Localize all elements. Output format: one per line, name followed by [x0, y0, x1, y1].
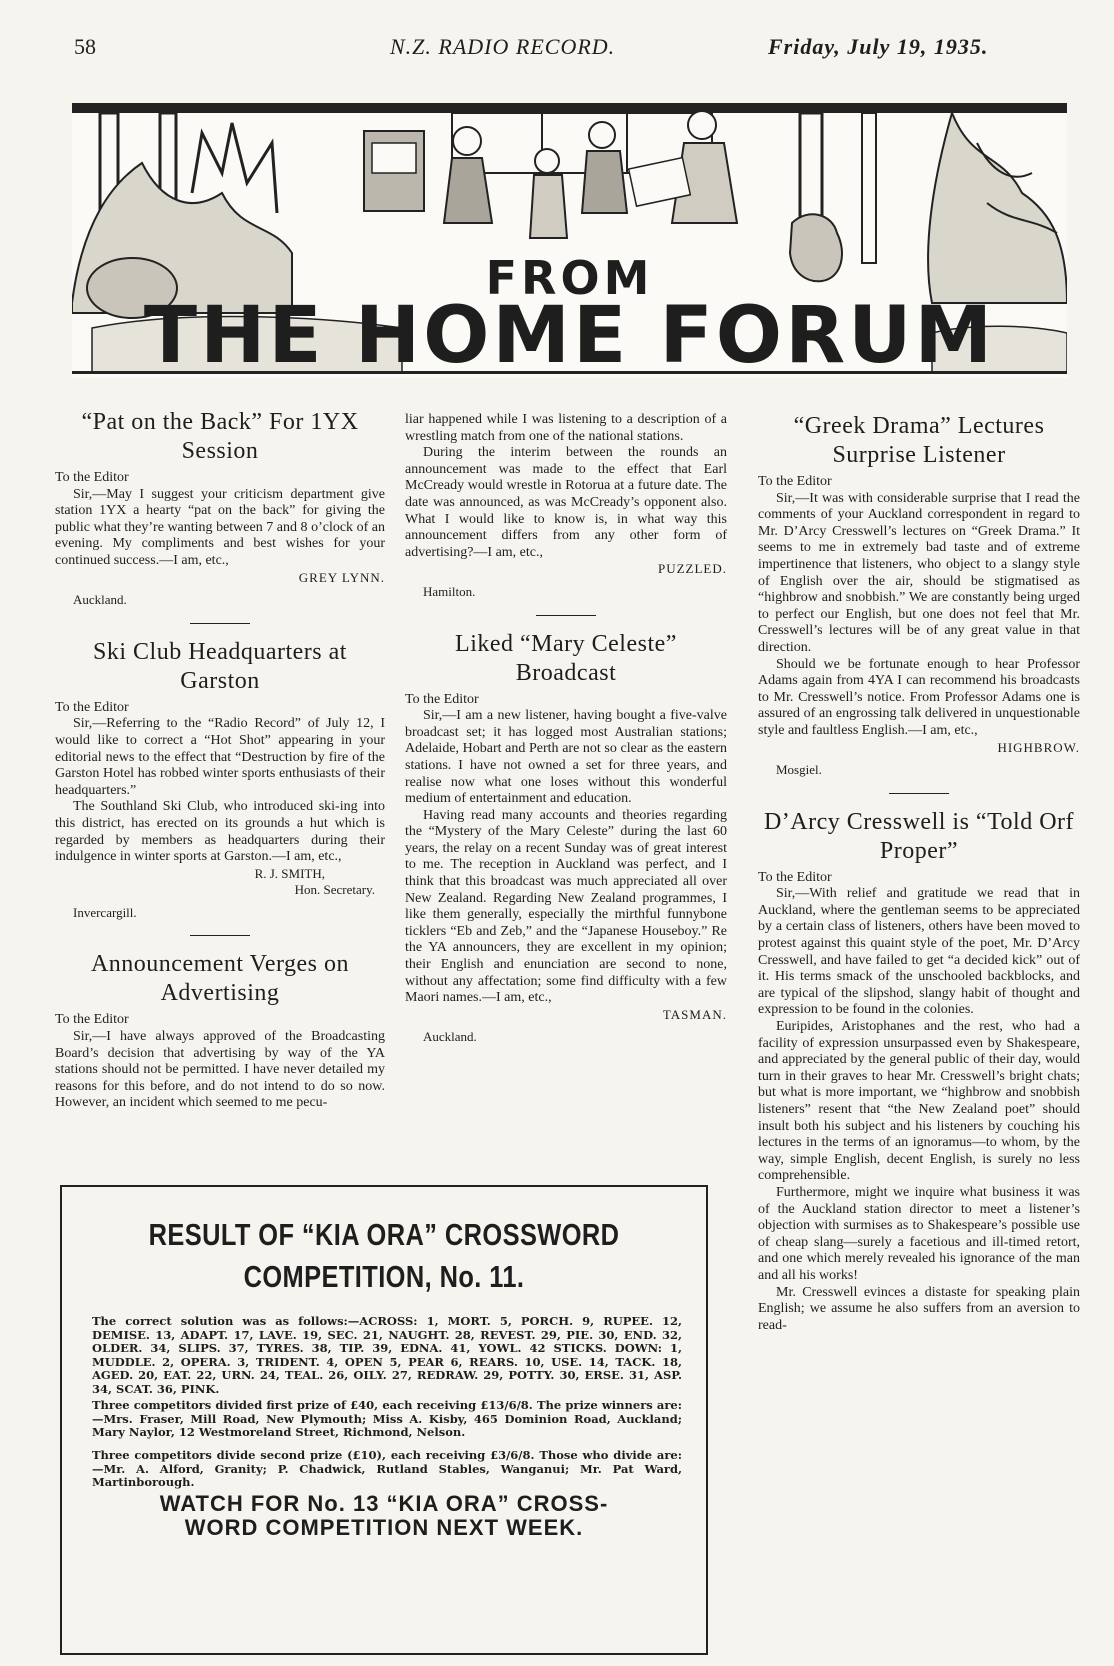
issue-date: Friday, July 19, 1935. — [768, 34, 989, 59]
letter-signature: HIGHBROW. — [997, 739, 1080, 755]
letter-salutation: To the Editor — [758, 869, 832, 885]
letter-salutation: To the Editor — [405, 691, 479, 707]
letter-signature: PUZZLED. — [657, 561, 727, 577]
column-1 — [55, 408, 385, 1112]
letter-body: Sir,—I am a new listener, having bought a five-valve broadcast set; it has logged most Australian stations; Adelaide, Hobart and Perth are not so clear as the eastern stations. I have not owned a set for three years, and realise now what one loses without this wonderful medium of entertainment and education. — [405, 708, 727, 807]
crossword-subtitle: COMPETITION, No. 11. — [243, 1259, 525, 1294]
crossword-next-line2: WORD COMPETITION NEXT WEEK. — [184, 1515, 584, 1540]
column-2 — [405, 412, 727, 1046]
letter-body: liar happened while I was listening to a description of a wrestling match from one of the national stations. — [405, 412, 727, 444]
page-number: 58 — [74, 34, 96, 59]
publication-title: N.Z. RADIO RECORD. — [390, 34, 616, 59]
letter-title: “Pat on the Back” For 1YX Session — [81, 409, 359, 464]
masthead-from: FROM — [485, 251, 654, 305]
letter-body: Should we be fortunate enough to hear Professor Adams again from 4YA I can recommend his broadcasts to Mr. Cresswell’s notice. From Professor Adams one is assured of an engrossing talk delivered in unquestionable style and faultless English.—I am, etc., — [758, 656, 1080, 738]
letter-salutation: To the Editor — [55, 699, 129, 715]
letter-place: Auckland. — [73, 592, 127, 608]
letter-place: Invercargill. — [73, 904, 137, 920]
letter-body: Sir,—It was with considerable surprise that I read the comments of your Auckland correspondent in regard to Mr. D’Arcy Cresswell’s lectures on “Greek Drama.” It seems to me in extremely bad taste and of extreme impertinence that listeners, who object to a slangy style of English over the air, should be stigmatised as “highbrow and snobbish.” We are constantly being urged to perfect our English, but one does not feel that Mr. Cresswell’s lectures will be of any great value in that direction. — [758, 490, 1080, 655]
divider — [190, 623, 250, 624]
letter-signature: TASMAN. — [662, 1006, 727, 1022]
divider — [889, 793, 949, 794]
crossword-next-line1: WATCH FOR No. 13 “KIA ORA” CROSS- — [159, 1491, 609, 1516]
letter-salutation: To the Editor — [55, 470, 129, 485]
crossword-result-box — [60, 1185, 708, 1655]
crossword-first-prize: Three competitors divided first prize of £40, each receiving £13/6/8. The prize winners are:—Mrs. Fraser, Mill Road, New Plymouth; Miss A. Kisby, 465 Dominion Road, Auckland; Mary Naylor, 12 Westmoreland Street, Richmond, Nelson. — [92, 1398, 682, 1440]
masthead-illustration — [72, 103, 1067, 378]
crossword-second-prize: Three competitors divide second prize (£10), each receiving £3/6/8. Those who divide are:—Mr. A. Alford, Granity; P. Chadwick, Rutland Stables, Wanganui; Mr. Pat Ward, Martinborough. — [92, 1448, 682, 1490]
letter-signature: R. J. SMITH, — [254, 865, 325, 881]
letter-body: Mr. Cresswell evinces a distaste for speaking plain English; we assume he also suffers from an aversion to read- — [758, 1284, 1080, 1333]
letter-salutation: To the Editor — [758, 474, 832, 489]
letter-body: Euripides, Aristophanes and the rest, who had a facility of expression unsurpassed even by Shakespeare, and appreciated by the general public of their day, would turn in their graves to hear Mr. Cresswell’s bright chats; but what is more important, we “highbrow and snobbish listeners” resent that “the New Zealand poet” should insult both his subject and his listeners by couching his lectures in the terms of an ignoramus—to whom, by the way, simple English, decent English, is surely no less comprehensible. — [758, 1019, 1080, 1184]
letter-signature: GREY LYNN. — [298, 569, 385, 585]
masthead-title: THE HOME FORUM — [143, 291, 996, 378]
letter-body: Furthermore, might we inquire what business it was of the Auckland station director to meet a listener’s objection with surmises as to Shakespeare’s possible use of cheap slang—surely a facetious and ill-timed retort, and one which merely revealed his ignorance of the man and all his works! — [758, 1184, 1080, 1283]
letter-title: Announcement Verges on Advertising — [90, 951, 350, 1007]
letter-body: Sir,—With relief and gratitude we read that in Auckland, where the gentleman seems to be appreciated by a certain class of listeners, others have been moved to protest against this quaint style of the poet, Mr. D’Arcy Cresswell, and have failed to get “a decided kick” out of it. His terms smack of the unschooled backblocks, and are typical of the slipshod, slangy habit of thought and expression to be found in the colonies. — [758, 886, 1080, 1018]
letter-body: The Southland Ski Club, who introduced ski-ing into this district, has erected on its grounds a hut which is regarded by members as headquarters during their indulgence in winter sports at Garston.—I am, etc., — [55, 799, 385, 865]
letter-title: Ski Club Headquarters at Garston — [93, 638, 347, 694]
letter-body: Sir,—May I suggest your criticism department give station 1YX a hearty “pat on the back” for giving the public what they’re wanting between 7 and 8 o’clock of an evening. My compliments and best wishes for your continued success.—I am, etc., — [55, 486, 385, 568]
column-3 — [758, 412, 1080, 1334]
divider — [536, 615, 596, 616]
letter-body: Having read many accounts and theories regarding the “Mystery of the Mary Celeste” during the last 60 years, the relay on a recent Sunday was of great interest to me. The reception in Auckland was perfect, and I think that this broadcast was much appreciated all over New Zealand. Regarding New Zealand programmes, I like them generally, especially the mirthful funnybone ticklers “Eb and Zeb,” and the “Japanese Houseboy.” Re the YA announcers, they are excellent in my opinion; their English and enunciation are second to none, without any affectation; some find difficulty with a few Maori names.—I am, etc., — [405, 807, 727, 1006]
crossword-next-notice — [62, 1492, 706, 1540]
letter-signature-title: Hon. Secretary. — [294, 882, 375, 898]
letter-body: Sir,—I have always approved of the Broadcasting Board’s decision that advertising by way of the YA stations should not be permitted. I have never detailed my reasons for this before, and do not intend to do so now. However, an incident which seemed to me pecu- — [55, 1029, 385, 1111]
letter-place: Auckland. — [423, 1029, 477, 1045]
letter-body: During the interim between the rounds an announcement was made to the effect that Earl McCready would wrestle in Rotorua at a future date. The date was announced, as was McCready’s opponent also. What I would like to know is, in what way this announcement differs from any other form of advertising?—I am, etc., — [405, 445, 727, 560]
letter-title: “Greek Drama” Lectures Surprise Listener — [793, 413, 1045, 468]
divider — [190, 935, 250, 936]
letter-body: Sir,—Referring to the “Radio Record” of July 12, I would like to correct a “Hot Shot” appearing in your editorial news to the effect that “Destruction by fire of the Garston Hotel has robbed winter sports enthusiasts of their headquarters.” — [55, 716, 385, 798]
crossword-title: RESULT OF “KIA ORA” CROSSWORD — [148, 1217, 620, 1252]
letter-title: D’Arcy Cresswell is “Told Orf Proper” — [763, 808, 1075, 864]
letter-title: Liked “Mary Celeste” Broadcast — [455, 630, 677, 686]
letter-place: Mosgiel. — [776, 762, 822, 778]
letter-salutation: To the Editor — [55, 1012, 129, 1028]
letter-place: Hamilton. — [423, 583, 476, 599]
crossword-solution: The correct solution was as follows:—ACROSS: 1, MORT. 5, PORCH. 9, RUPEE. 12, DEMISE. 13, ADAPT. 17, LAVE. 19, SEC. 21, NAUGHT. 28, REVEST. 29, PIE. 30, END. 32, OLDER. 34, SLIPS. 37, TYRES. 38, TIP. 39, EDNA. 41, YOWL. 42 STICKS. DOWN: 1, MUDDLE. 2, OPERA. 3, TRIDENT. 4, OPEN 5, PEAR 6, REARS. 10, USE. 14, TACK. 18, AGED. 20, EAT. 22, URN. 24, TEAL. 26, OILY. 27, REDRAW. 29, POTTY. 30, ERSE. 31, ASP. 34, SCAT. 36, PINK. — [92, 1314, 682, 1396]
